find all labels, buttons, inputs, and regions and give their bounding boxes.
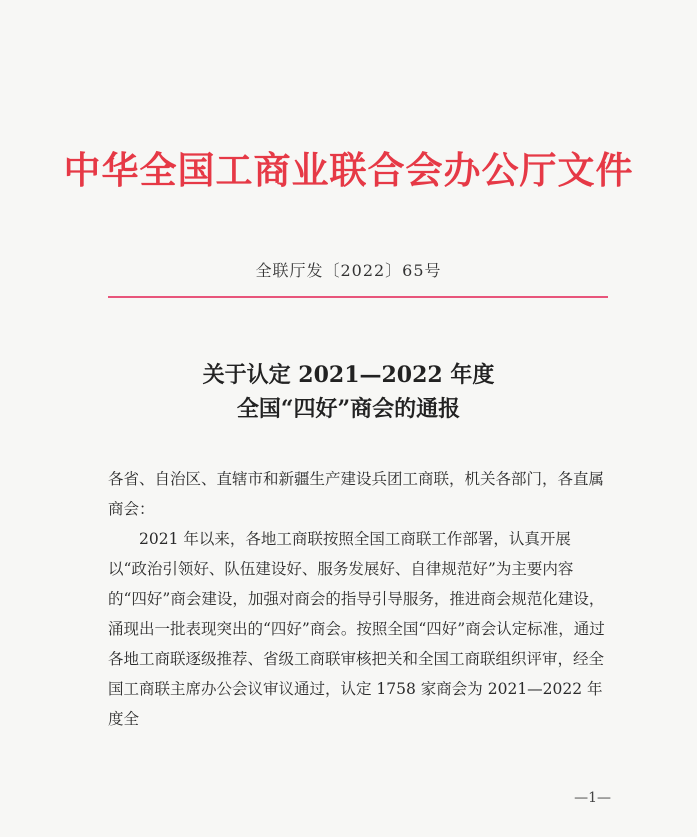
issuer-header-title: 中华全国工商业联合会办公厅文件 — [63, 149, 634, 192]
document-number: 全联厅发〔2022〕65号 — [255, 261, 442, 280]
notice-title-line2: 全国“四好”商会的通报 — [236, 396, 461, 422]
notice-title — [0, 358, 697, 426]
notice-title-line1: 关于认定 2021—2022 年度 — [202, 362, 495, 388]
salutation: 各省、自治区、直辖市和新疆生产建设兵团工商联，机关各部门，各直属商会： — [108, 470, 605, 518]
page-number: —1— — [574, 790, 611, 806]
notice-body — [108, 464, 608, 734]
body-paragraph: 2021 年以来，各地工商联按照全国工商联工作部署，认真开展以“政治引领好、队伍建设好、服务发展好、自律规范好”为主要内容的“四好”商会建设，加强对商会的指导引导服务，推进商会规范化建设，涌现出一批表现突出的“四好”商会。按照全国“四好”商会认定标准，通过各地工商联逐级推荐、省级工商联审核把关和全国工商联组织评审，经全国工商联主席办公会议审议通过，认定 1758 家商会为 2021—2022 年度全 — [108, 530, 605, 728]
header-divider-line — [108, 296, 608, 298]
